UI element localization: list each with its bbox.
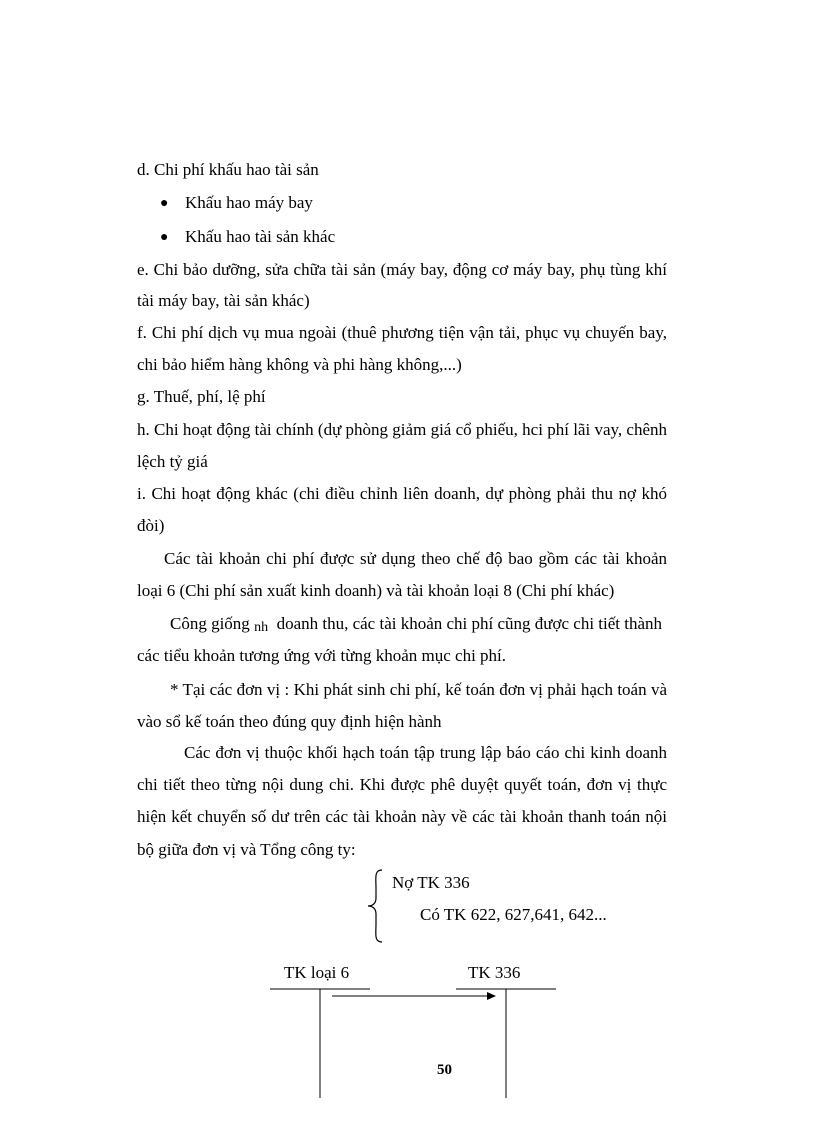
item-d2: Khấu hao tài sản khác <box>185 227 336 246</box>
journal-debit: Nợ TK 336 <box>392 873 470 892</box>
item-f-line2: chi bảo hiểm hàng không và phi hàng không,...) <box>137 355 462 374</box>
para-2-line2: các tiểu khoản tương ứng với từng khoản mục chi phí. <box>137 646 507 665</box>
t-account-left-label: TK loại 6 <box>284 963 350 982</box>
para-2-line1 <box>170 614 662 634</box>
para-4-line1: Các đơn vị thuộc khối hạch toán tập trung lập báo cáo chi kinh doanh <box>184 743 667 762</box>
para-3-line1: * Tại các đơn vị : Khi phát sinh chi phí, kế toán đơn vị phải hạch toán và <box>170 680 667 699</box>
item-h-line2: lệch tỷ giá <box>137 452 208 471</box>
item-i-line2: đòi) <box>137 516 165 535</box>
arrow-head-icon <box>487 992 496 1000</box>
item-i-line1: i. Chi hoạt động khác (chi điều chỉnh liên doanh, dự phòng phải thu nợ khó <box>137 484 667 503</box>
para-2-text-c: doanh thu, các tài khoản chi phí cũng được chi tiết thành <box>276 614 663 633</box>
para-4-line2: chi tiết theo từng nội dung chi. Khi được phê duyệt quyết toán, đơn vị thực <box>137 775 667 794</box>
item-g: g. Thuế, phí, lệ phí <box>137 387 266 406</box>
para-1-line2: loại 6 (Chi phí sản xuất kinh doanh) và tài khoản loại 8 (Chi phí khác) <box>137 581 615 600</box>
item-d: d. Chi phí khấu hao tài sản <box>137 160 319 179</box>
journal-credit: Có TK 622, 627,641, 642... <box>420 905 607 924</box>
para-4-line4: bộ giữa đơn vị và Tổng công ty: <box>137 840 356 859</box>
item-f-line1: f. Chi phí dịch vụ mua ngoài (thuê phương tiện vận tải, phục vụ chuyến bay, <box>137 323 667 342</box>
item-e-line2: tài máy bay, tài sản khác) <box>137 291 310 310</box>
item-e-line1: e. Chi bảo dưỡng, sửa chữa tài sản (máy bay, động cơ máy bay, phụ tùng khí <box>137 260 667 279</box>
para-2-text-a: Công giống <box>170 614 250 633</box>
para-2-text-b: nh <box>254 620 269 635</box>
para-4-line3: hiện kết chuyển số dư trên các tài khoản này về các tài khoản thanh toán nội <box>137 807 667 826</box>
item-h-line1: h. Chi hoạt động tài chính (dự phòng giảm giá cổ phiếu, hci phí lãi vay, chênh <box>137 420 667 439</box>
item-d1: Khấu hao máy bay <box>185 193 313 212</box>
t-account-diagram <box>270 985 560 1100</box>
t-account-right-label: TK 336 <box>468 963 521 982</box>
page-number: 50 <box>437 1062 452 1078</box>
brace-icon <box>366 868 388 944</box>
para-1-line1: Các tài khoản chi phí được sử dụng theo chế độ bao gồm các tài khoản <box>164 549 667 568</box>
para-3-line2: vào sổ kế toán theo đúng quy định hiện hành <box>137 712 442 731</box>
bullet-icon: ● <box>160 230 169 245</box>
bullet-icon: ● <box>160 196 169 211</box>
